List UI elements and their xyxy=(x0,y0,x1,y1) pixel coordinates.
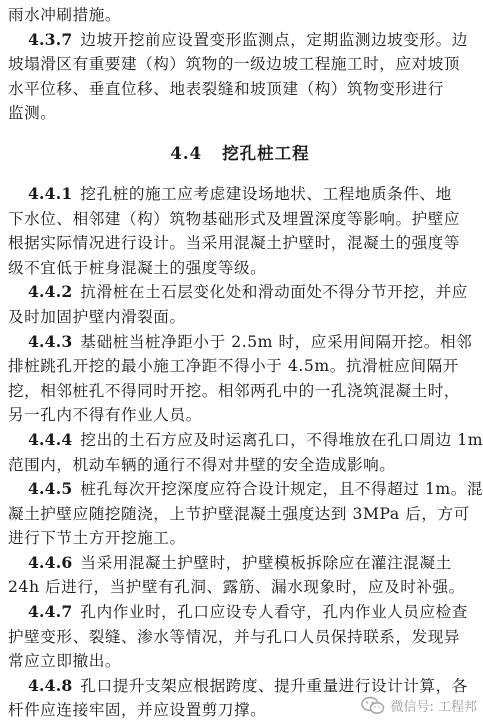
clause-text: 桩孔每次开挖深度应符合设计规定，且不得超过 1m。混 xyxy=(80,480,483,499)
clause-number: 4.4.7 xyxy=(28,602,73,622)
clause-text: 杆件应连接牢固，并应设置剪刀撑。 xyxy=(8,701,267,720)
section-4-4-body xyxy=(8,182,483,723)
clause-number: 4.4.8 xyxy=(28,675,73,695)
clause-number: 4.4.5 xyxy=(28,479,73,499)
text-line xyxy=(8,52,472,77)
clause-number: 4.4.6 xyxy=(28,552,73,572)
clause-number: 4.4.4 xyxy=(28,429,73,449)
clause-text: 级不宜低于桩身混凝土的强度等级。 xyxy=(8,258,267,277)
clause-text: 抗滑桩在土石层变化处和滑动面处不得分节开挖，并应 xyxy=(80,283,468,302)
clause-text: 坡塌滑区有重要建（构）筑物的一级边坡工程施工时，应对坡顶 xyxy=(8,55,461,74)
watermark-text: 微信号: 工程邦 xyxy=(390,700,477,715)
clause-text: 24h 后进行，当护壁有孔洞、露筋、漏水现象时，应及时补强。 xyxy=(8,578,465,597)
text-line xyxy=(8,256,472,281)
text-line xyxy=(8,526,472,551)
clause-text: 监测。 xyxy=(8,104,57,123)
text-line xyxy=(8,305,472,330)
clause-text: 范围内，机动车辆的通行不得对井壁的安全造成影响。 xyxy=(8,455,396,474)
clause-number: 4.4.2 xyxy=(28,282,73,302)
clause-number: 4.3.7 xyxy=(28,29,73,49)
clause-text: 孔口提升支架应根据跨度、提升重量进行设计计算，各 xyxy=(80,676,468,695)
text-line xyxy=(8,231,472,256)
clause-text: 常应立即撤出。 xyxy=(8,652,122,671)
text-line xyxy=(8,379,472,404)
clause-text: 挖孔桩的施工应考虑建设场地状、工程地质条件、地 xyxy=(80,184,452,203)
clause-text: 及时加固护壁内滑裂面。 xyxy=(8,307,186,326)
section-4-3-tail xyxy=(8,3,472,126)
text-line xyxy=(8,3,472,28)
text-line xyxy=(8,674,472,699)
text-line xyxy=(8,502,472,527)
text-line xyxy=(8,625,472,650)
clause-text: 挖出的土石方应及时运离孔口，不得堆放在孔口周边 1m xyxy=(80,430,483,449)
text-line xyxy=(8,403,472,428)
text-line xyxy=(8,101,472,126)
text-line xyxy=(8,600,472,625)
text-line xyxy=(8,428,483,453)
clause-text: 当采用混凝土护壁时，护壁模板拆除应在灌注混凝土 xyxy=(80,553,452,572)
document-page xyxy=(8,3,483,723)
heading-number: 4.4 xyxy=(170,143,203,163)
text-line xyxy=(8,649,472,674)
clause-text: 根据实际情况进行设计。当采用混凝土护壁时，混凝土的强度等 xyxy=(8,234,461,253)
clause-text: 水平位移、垂直位移、地表裂缝和坡顶建（构）筑物变形进行 xyxy=(8,79,444,98)
clause-text: 基础桩当桩净距小于 2.5m 时，应采用间隔开挖。相邻 xyxy=(80,332,473,351)
clause-text: 挖，相邻桩孔不得同时开挖。相邻两孔中的一孔浇筑混凝土时， xyxy=(8,381,461,400)
clause-text: 护壁变形、裂缝、渗水等情况，并与孔口人员保持联系，发现异 xyxy=(8,627,461,646)
clause-text: 孔内作业时，孔口应设专人看守，孔内作业人员应检查 xyxy=(80,603,468,622)
text-line xyxy=(8,453,472,478)
heading-title: 挖孔桩工程 xyxy=(222,143,310,163)
clause-number: 4.4.1 xyxy=(28,183,73,203)
text-line xyxy=(8,575,472,600)
clause-text: 下水位、相邻建（构）筑物基础形式及埋置深度等影响。护壁应 xyxy=(8,209,461,228)
wechat-icon xyxy=(361,696,385,715)
clause-text: 雨水冲刷措施。 xyxy=(8,6,122,24)
text-line xyxy=(8,354,472,379)
clause-text: 排桩跳孔开挖的最小施工净距不得小于 4.5m。抗滑桩应间隔开 xyxy=(8,357,459,376)
clause-number: 4.4.3 xyxy=(28,331,73,351)
text-line xyxy=(8,28,472,53)
clause-text: 另一孔内不得有作业人员。 xyxy=(8,406,202,425)
text-line xyxy=(8,280,472,305)
text-line xyxy=(8,77,472,102)
clause-text: 进行下节土方开挖施工。 xyxy=(8,529,186,548)
text-line xyxy=(8,551,472,576)
text-line xyxy=(8,182,472,207)
clause-text: 边坡开挖前应设置变形监测点，定期监测边坡变形。边 xyxy=(80,30,468,49)
section-heading xyxy=(8,134,472,174)
text-line xyxy=(8,477,483,502)
watermark xyxy=(361,696,477,715)
clause-text: 凝土护壁应随挖随浇，上节护壁混凝土强度达到 3MPa 后，方可 xyxy=(8,504,470,523)
text-line xyxy=(8,330,472,355)
text-line xyxy=(8,207,472,232)
